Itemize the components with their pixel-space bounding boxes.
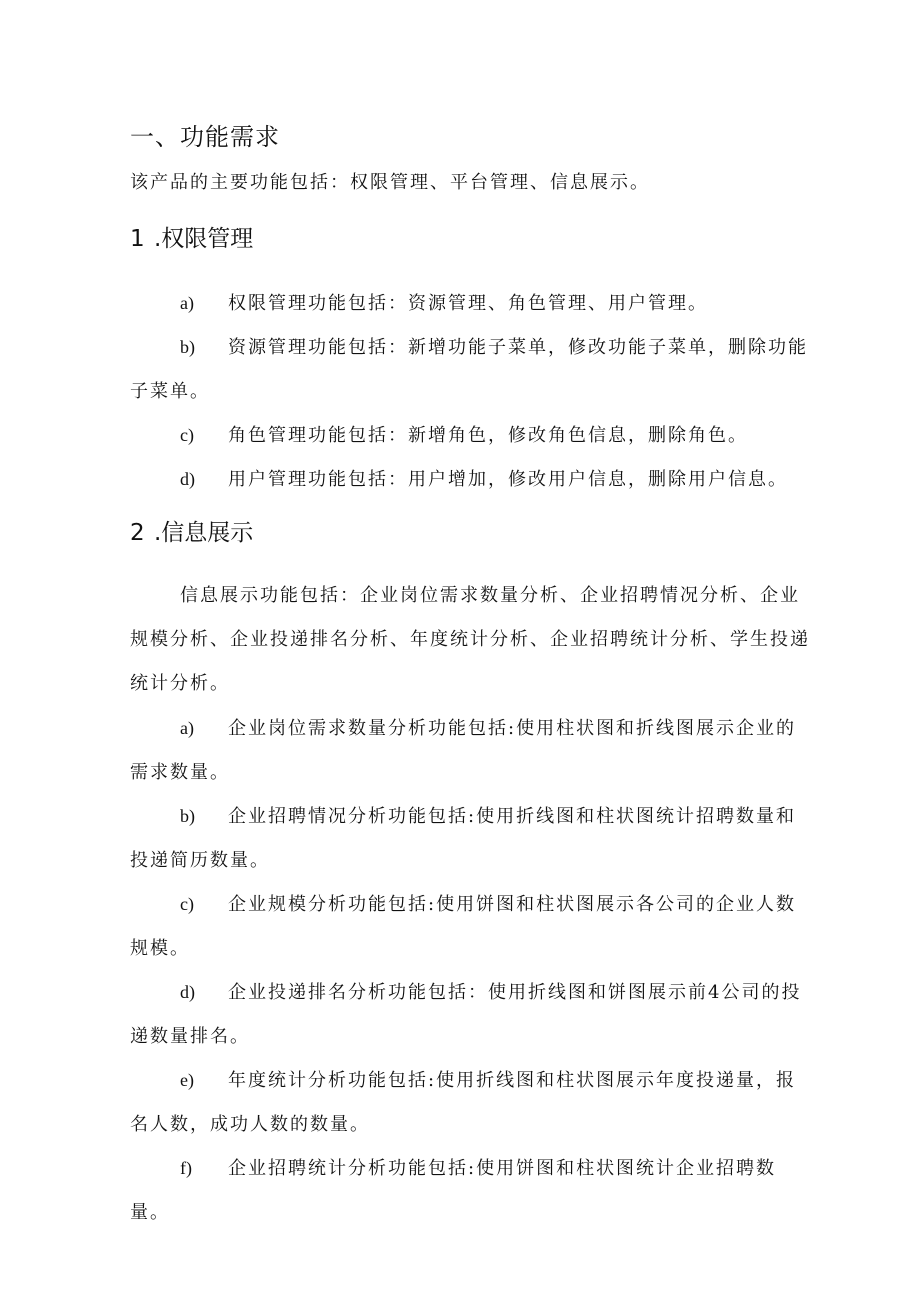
list-item bbox=[130, 413, 810, 458]
item-marker: c) bbox=[180, 425, 194, 445]
requirements-intro: 该产品的主要功能包括：权限管理、平台管理、信息展示。 bbox=[130, 172, 650, 193]
list-item bbox=[130, 1146, 810, 1235]
list-item bbox=[130, 281, 810, 326]
info-intro bbox=[130, 574, 810, 706]
list-item bbox=[130, 457, 810, 502]
subsection-number: 2 bbox=[130, 520, 145, 546]
subsection-title: .信息展示 bbox=[154, 520, 254, 546]
list-item bbox=[130, 706, 810, 795]
item-marker: c) bbox=[180, 894, 194, 914]
list-item bbox=[130, 1058, 810, 1147]
list-item bbox=[130, 325, 810, 414]
subsection-heading-info bbox=[130, 516, 253, 550]
item-text: 企业招聘统计分析功能包括:使用饼图和柱状图统计企业招聘数量。 bbox=[130, 1158, 777, 1223]
item-text: 企业岗位需求数量分析功能包括:使用柱状图和折线图展示企业的需求数量。 bbox=[130, 718, 797, 783]
item-marker: e) bbox=[180, 1070, 194, 1090]
item-marker: b) bbox=[180, 806, 195, 826]
subsection-title: .权限管理 bbox=[154, 226, 254, 252]
list-item bbox=[130, 970, 810, 1059]
list-item bbox=[130, 882, 810, 971]
item-marker: d) bbox=[180, 469, 195, 489]
item-text: 角色管理功能包括：新增角色，修改角色信息，删除角色。 bbox=[228, 425, 748, 446]
item-marker: d) bbox=[180, 982, 195, 1002]
section-heading-requirements: 一、功能需求 bbox=[130, 123, 280, 151]
item-marker: b) bbox=[180, 337, 195, 357]
item-text: 企业投递排名分析功能包括：使用折线图和饼图展示前4公司的投递数量排名。 bbox=[130, 982, 802, 1047]
item-text: 用户管理功能包括：用户增加，修改用户信息，删除用户信息。 bbox=[228, 469, 788, 490]
item-text: 年度统计分析功能包括:使用折线图和柱状图展示年度投递量，报名人数，成功人数的数量。 bbox=[130, 1070, 797, 1135]
info-intro-text: 信息展示功能包括：企业岗位需求数量分析、企业招聘情况分析、企业规模分析、企业投递排名分析、年度统计分析、企业招聘统计分析、学生投递统计分析。 bbox=[130, 585, 810, 694]
item-marker: a) bbox=[180, 293, 194, 313]
item-text: 资源管理功能包括：新增功能子菜单，修改功能子菜单，删除功能子菜单。 bbox=[130, 337, 808, 402]
subsection-heading-permission bbox=[130, 222, 253, 256]
item-text: 企业招聘情况分析功能包括:使用折线图和柱状图统计招聘数量和投递简历数量。 bbox=[130, 806, 797, 871]
item-text: 权限管理功能包括：资源管理、角色管理、用户管理。 bbox=[228, 293, 708, 314]
item-text: 企业规模分析功能包括:使用饼图和柱状图展示各公司的企业人数规模。 bbox=[130, 894, 797, 959]
item-marker: a) bbox=[180, 718, 194, 738]
item-marker: f) bbox=[180, 1158, 192, 1178]
list-item bbox=[130, 794, 810, 883]
subsection-number: 1 bbox=[130, 226, 145, 252]
